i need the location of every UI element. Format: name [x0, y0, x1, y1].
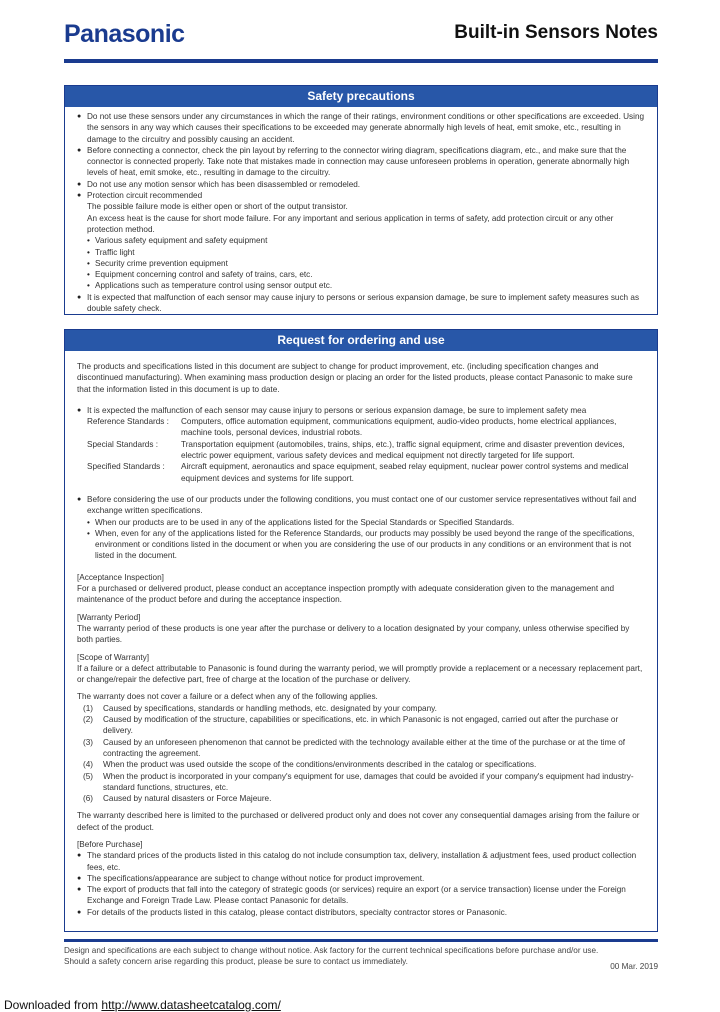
safety-paragraph: An excess heat is the cause for short mode failure. For any important and serious application in terms of safety, add protection circuit or any other protection method. [87, 213, 614, 234]
acceptance-text: For a purchased or delivered product, please conduct an acceptance inspection promptly with adequate consideration given to the management and maintenance of the product before and during the acceptance inspection. [77, 584, 615, 605]
download-prefix: Downloaded from [4, 998, 102, 1012]
exclusion-item: (5) When the product is incorporated in your company's equipment for use, damages that could be avoided if your company's equipment had industry-standard functions, structures, etc. [83, 771, 634, 792]
safety-bullet: ● Do not use these sensors under any circumstances in which the range of their ratings, environment conditions or other specifications are exceeded. Using the sensors in any way which causes their specifications to be exceeded may generate abnormally high levels of heat, emit smoke, etc., resulting in damage to the circuitry and possibly causing an accident. [77, 111, 645, 145]
warranty-title: [Warranty Period] [77, 612, 141, 622]
before-purchase-title: [Before Purchase] [77, 839, 143, 849]
request-body [65, 351, 657, 924]
safety-bullet: ● Before connecting a connector, check the pin layout by referring to the connector wiring diagram, specifications diagram, etc., and make sure that the connector is connected properly. Take note that mistakes made in connection may cause unforeseen problems in operation, generate abnormally high levels of heat, emit smoke, etc., resulting in damage to the circuitry. [77, 145, 645, 179]
request-bullet: ● Before considering the use of our products under the following conditions, you must contact one of our customer service representatives without fail and exchange written specifications. [77, 494, 645, 517]
request-ordering-section [64, 329, 658, 932]
standard-text: Aircraft equipment, aeronautics and space equipment, seabed relay equipment, nuclear power control systems and medical equipment devices and systems for life support. [181, 462, 629, 483]
safety-bullet: ● Do not use any motion sensor which has been disassembled or remodeled. [77, 179, 645, 190]
request-sub-item: • When our products are to be used in any of the applications listed for the Special Standards or Specified Standards. [77, 517, 645, 528]
purchase-bullet: ● For details of the products listed in this catalog, please contact distributors, specialty contractor stores or Panasonic. [77, 907, 645, 918]
safety-sub-item: • Various safety equipment and safety equipment [77, 235, 645, 246]
purchase-bullet: ● The standard prices of the products listed in this catalog do not include consumption tax, delivery, installation & adjustment fees, used product collection fees, etc. [77, 850, 645, 873]
request-intro: The products and specifications listed in this document are subject to change for product improvement, etc. (including specification changes and discontinued manufacturing). When examining mass production design or placing an order for the listed products, please contact Panasonic to make sure that the information listed in this document is up to date. [77, 362, 633, 394]
acceptance-title: [Acceptance Inspection] [77, 572, 164, 582]
standard-row [77, 439, 645, 462]
scope-title: [Scope of Warranty] [77, 652, 150, 662]
safety-bullet: ● It is expected that malfunction of each sensor may cause injury to persons or serious expansion damage, be sure to implement safety measures such as double safety check. [77, 292, 645, 315]
download-source [4, 998, 281, 1012]
standard-label: Reference Standards : [87, 417, 169, 427]
purchase-bullet: ● The export of products that fall into the category of strategic goods (or services) require an export (or a service transaction) license under the Foreign Exchange and Foreign Trade Law. Please contact Panasonic for details. [77, 884, 645, 907]
safety-sub-item: • Security crime prevention equipment [77, 258, 645, 269]
warranty-limit-text: The warranty described here is limited to the purchased or delivered product only and does not cover any consequential damages arising from the failure or defect of the product. [77, 811, 640, 832]
exclusion-item: (1) Caused by specifications, standards or handling methods, etc. designated by your company. [83, 703, 437, 713]
download-link[interactable]: http://www.datasheetcatalog.com/ [101, 998, 281, 1012]
footer-notice: Design and specifications are each subject to change without notice. Ask factory for the current technical specifications before purchase and/or use. [64, 946, 599, 955]
request-sub-item: • When, even for any of the applications listed for the Reference Standards, our products may possibly be used beyond the range of the specifications, environment or conditions listed in the document or when you are considering the use of our products in any conditions or an environment that is not listed in the document. [77, 528, 645, 562]
safety-bullet: ● Protection circuit recommended [77, 190, 645, 201]
exclusion-item: (6) Caused by natural disasters or Force Majeure. [83, 794, 272, 804]
warranty-text: The warranty period of these products is one year after the purchase or delivery to a location designated by your company, unless otherwise specified by both parties. [77, 623, 630, 645]
exclusion-item: (4) When the product was used outside the scope of the conditions/environments described in the catalog or specifications. [83, 760, 537, 770]
page-header [0, 0, 720, 64]
exclusion-item: (2) Caused by modification of the structure, capabilities or specifications, etc. in which Panasonic is not engaged, carried out after the purchase or delivery. [83, 715, 619, 736]
standard-text: Transportation equipment (automobiles, trains, ships, etc.), traffic signal equipment, crime and disaster prevention devices, electric power equipment, various safety devices and medical equipment not directly targeted for life support. [181, 439, 625, 461]
purchase-bullet: ● The specifications/appearance are subject to change without notice for product improvement. [77, 873, 645, 884]
page-title: Built-in Sensors Notes [454, 22, 658, 43]
header-divider [64, 59, 658, 63]
exclusion-item: (3) Caused by an unforeseen phenomenon that cannot be predicted with the technology available either at the time of the purchase or at the time of contracting the agreement. [83, 737, 626, 758]
standard-text: Computers, office automation equipment, communications equipment, audio-video products, home electrical appliances, machine tools, personal devices, industrial robots. [181, 417, 617, 438]
safety-precautions-section [64, 85, 658, 315]
safety-sub-item: • Applications such as temperature control using sensor output etc. [77, 280, 645, 291]
footer-divider [64, 939, 658, 942]
standard-label: Special Standards : [87, 439, 159, 449]
safety-heading: Safety precautions [65, 86, 657, 107]
footer-notice: Should a safety concern arise regarding this product, please be sure to contact us immediately. [64, 957, 408, 966]
safety-sub-item: • Equipment concerning control and safety of trains, cars, etc. [77, 269, 645, 280]
standard-row [77, 416, 645, 439]
exclusion-intro: The warranty does not cover a failure or a defect when any of the following applies. [77, 692, 378, 702]
safety-paragraph: The possible failure mode is either open or short of the output transistor. [87, 202, 348, 212]
safety-sub-item: • Traffic light [77, 247, 645, 258]
panasonic-logo: Panasonic [64, 20, 185, 48]
request-heading: Request for ordering and use [65, 330, 657, 351]
standard-row [77, 461, 645, 484]
request-bullet: ● It is expected the malfunction of each sensor may cause injury to persons or serious expansion damage, be sure to implement safety mea [77, 405, 645, 416]
scope-text: If a failure or a defect attributable to Panasonic is found during the warranty period, we will promptly provide a replacement or a necessary replacement part, or change/repair the defective part, free of charge at the location of the purchase or delivery. [77, 663, 643, 685]
standard-label: Specified Standards : [87, 462, 165, 472]
safety-body [65, 107, 657, 320]
footer-date: 00 Mar. 2019 [610, 962, 658, 971]
